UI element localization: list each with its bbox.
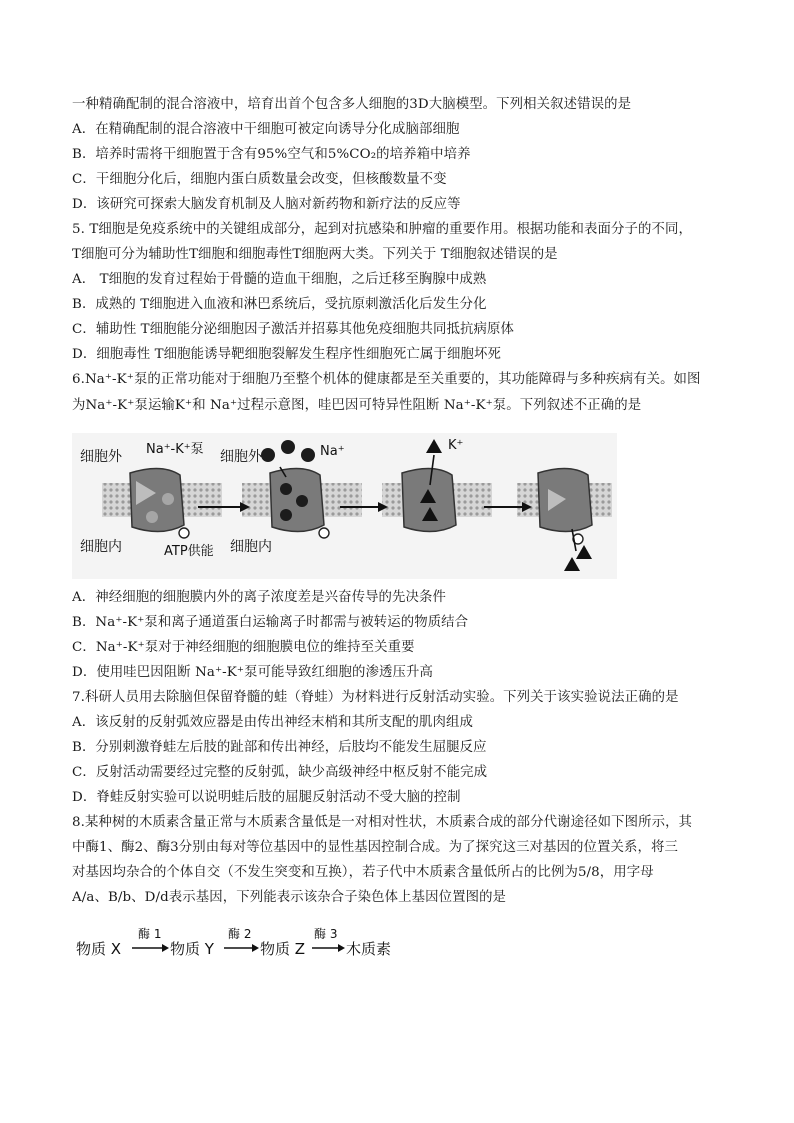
q4-option-c: C．干细胞分化后，细胞内蛋白质数量会改变，但核酸数量不变 — [72, 172, 447, 187]
q6-option-b: B．Na⁺-K⁺泵和离子通道蛋白运输离子时都需与被转运的物质结合 — [72, 615, 469, 630]
q7-option-c: C．反射活动需要经过完整的反射弧，缺少高级神经中枢反射不能完成 — [72, 765, 488, 780]
q7-option-a: A．该反射的反射弧效应器是由传出神经末梢和其所支配的肌肉组成 — [72, 715, 473, 730]
label-k: K⁺ — [448, 438, 464, 453]
q6-option-c: C．Na⁺-K⁺泵对于神经细胞的细胞膜电位的维持至关重要 — [72, 640, 415, 655]
q8-stem-line1: 8.某种树的木质素含量正常与木质素含量低是一对相对性状，木质素合成的部分代谢途径如下图所示，其 — [72, 815, 693, 830]
q6-stem-line2: 为Na⁺-K⁺泵运输K⁺和 Na⁺过程示意图，哇巴因可特异性阻断 Na⁺-K⁺泵。下列叙述不正确的是 — [72, 398, 642, 413]
q8-stem-line3: 对基因均杂合的个体自交（不发生突变和互换），若子代中木质素含量低所占的比例为5/8，用字母 — [72, 865, 654, 880]
label-atp: ATP供能 — [164, 544, 214, 559]
q7-option-d: D．脊蛙反射实验可以说明蛙后肢的屈腿反射活动不受大脑的控制 — [72, 790, 461, 805]
lignin-pathway-diagram — [76, 924, 406, 964]
q4-option-d: D．该研究可探索大脑发育机制及人脑对新药物和新疗法的反应等 — [72, 197, 461, 212]
q6-stem-line1: 6.Na⁺-K⁺泵的正常功能对于细胞乃至整个机体的健康都是至关重要的，其功能障碍与多种疾病有关。如图 — [72, 372, 701, 387]
label-inside-2: 细胞内 — [230, 539, 272, 555]
label-outside-2: 细胞外 — [220, 449, 262, 465]
q4-stem: 一种精确配制的混合溶液中，培育出首个包含多人细胞的3D大脑模型。下列相关叙述错误的是 — [72, 97, 632, 112]
label-pump: Na⁺-K⁺泵 — [146, 442, 204, 457]
label-outside-1: 细胞外 — [80, 449, 122, 465]
arrow-right-icon — [312, 944, 345, 952]
label-na: Na⁺ — [320, 444, 345, 459]
pathway-product-lignin: 木质素 — [346, 940, 392, 958]
pathway-enzyme-2: 酶 2 — [228, 927, 252, 941]
pathway-enzyme-1: 酶 1 — [138, 927, 162, 941]
q5-option-b: B．成熟的 T细胞进入血液和淋巴系统后，受抗原刺激活化后发生分化 — [72, 297, 487, 312]
q4-option-a: A．在精确配制的混合溶液中干细胞可被定向诱导分化成脑部细胞 — [72, 122, 460, 137]
pathway-enzyme-3: 酶 3 — [314, 927, 338, 941]
q5-option-d: D．细胞毒性 T细胞能诱导靶细胞裂解发生程序性细胞死亡属于细胞坏死 — [72, 347, 501, 362]
q6-option-a: A．神经细胞的细胞膜内外的离子浓度差是兴奋传导的先决条件 — [72, 590, 447, 605]
label-inside-1: 细胞内 — [80, 539, 122, 555]
na-k-pump-figure — [72, 433, 617, 579]
arrow-right-icon — [132, 944, 169, 952]
q5-option-a: A． T细胞的发育过程始于骨髓的造血干细胞，之后迁移至胸腺中成熟 — [72, 272, 487, 287]
pathway-substance-y: 物质 Y — [170, 940, 214, 958]
q4-option-b: B．培养时需将干细胞置于含有95%空气和5%CO₂的培养箱中培养 — [72, 147, 471, 162]
q5-option-c: C．辅助性 T细胞能分泌细胞因子激活并招募其他免疫细胞共同抵抗病原体 — [72, 322, 514, 337]
pump-state-2 — [270, 467, 329, 538]
q8-stem-line4: A/a、B/b、D/d表示基因，下列能表示该杂合子染色体上基因位置图的是 — [72, 890, 507, 905]
q7-stem: 7.科研人员用去除脑但保留脊髓的蛙（脊蛙）为材料进行反射活动实验。下列关于该实验说法正确的是 — [72, 690, 679, 705]
arrow-right-icon — [224, 944, 259, 952]
pathway-substance-z: 物质 Z — [260, 940, 306, 958]
pump-state-1 — [130, 468, 189, 538]
q7-option-b: B．分别刺激脊蛙左后肢的趾部和传出神经，后肢均不能发生屈腿反应 — [72, 740, 487, 755]
q6-option-d: D．使用哇巴因阻断 Na⁺-K⁺泵可能导致红细胞的渗透压升高 — [72, 665, 433, 680]
q8-stem-line2: 中酶1、酶2、酶3分别由每对等位基因中的显性基因控制合成。为了探究这三对基因的位置关系，将三 — [72, 840, 678, 855]
q5-stem-line1: 5. T细胞是免疫系统中的关键组成部分，起到对抗感染和肿瘤的重要作用。根据功能和表面分子的不同， — [72, 222, 692, 237]
q5-stem-line2: T细胞可分为辅助性T细胞和细胞毒性T细胞两大类。下列关于 T细胞叙述错误的是 — [72, 247, 558, 262]
pathway-substance-x: 物质 X — [76, 940, 122, 958]
